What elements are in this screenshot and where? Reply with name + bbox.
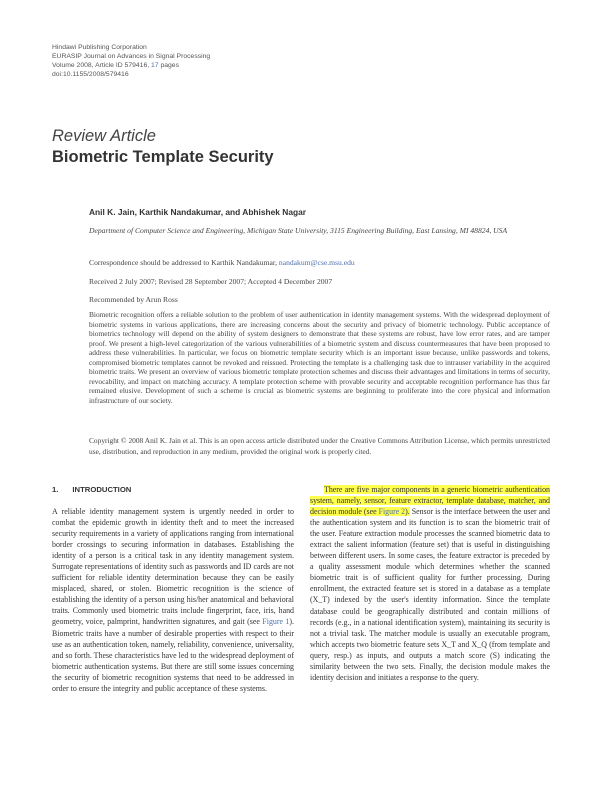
affiliation: Department of Computer Science and Engineering, Michigan State University, 3115 Engineering Building, East Lansing, MI 48824, USA: [89, 226, 508, 235]
correspondence: [89, 258, 355, 267]
intro-column-right: [310, 484, 550, 683]
pages-link[interactable]: 17: [151, 62, 159, 69]
article-title: Biometric Template Security: [52, 148, 274, 166]
publisher: Hindawi Publishing Corporation: [52, 44, 147, 51]
highlight-text: There are five major components in a generic biometric authentication system, namely, sensor, feature extractor, template database, matcher, and decision module (see: [310, 485, 550, 517]
section-number: 1.: [52, 485, 59, 494]
components-text: Sensor is the interface between the user and the authentication system and its function is to scan the biometric trait of the user. Feature extraction module processes the scanned biometric data to extract the salient information (feature set) that is useful in distinguishing between different users. In some cases, the feature extractor is preceded by a quality assessment module which determines whether the scanned biometric trait is of sufficient quality for further processing. During enrollment, the extracted feature set is stored in a database as a template (X_T) indexed by the user's identity information. Since the template database could be geographically distributed and contain millions of records (e.g., in a national identification system), maintaining its security is not a trivial task. The matcher module is usually an executable program, which accepts two biometric feature sets X_T and X_Q (from template and query, resp.) as inputs, and outputs a match score (S) indicating the similarity between the two sets. Finally, the decision module makes the identity decision and initiates a response to the query.: [310, 507, 550, 682]
article-kind: Review Article: [52, 127, 156, 145]
doi: doi:10.1155/2008/579416: [52, 71, 129, 78]
authors: Anil K. Jain, Karthik Nandakumar, and Abhishek Nagar: [89, 207, 307, 217]
volume-text: Volume 2008, Article ID 579416,: [52, 62, 151, 69]
intro-text-2: ). Biometric traits have a number of desirable properties with respect to their use as an authentication token, namely, reliability, convenience, universality, and so forth. These characteristics have led to the widespread deployment of biometric authentication systems. But there are still some issues concerning the security of biometric recognition systems that need to be addressed in order to ensure the integrity and public acceptance of these systems.: [52, 617, 294, 693]
intro-text-1: A reliable identity management system is urgently needed in order to combat the epidemic growth in identity theft and to meet the increased security requirements in a variety of applications ranging from international border crossings to securing information in databases. Establishing the identity of a person is a critical task in any identity management system. Surrogate representations of identity such as passwords and ID cards are not sufficient for reliable identity determination because they can be easily misplaced, shared, or stolen. Biometric recognition is the science of establishing the identity of a person using his/her anatomical and behavioral traits. Commonly used biometric traits include fingerprint, face, iris, hand geometry, voice, palmprint, handwritten signatures, and gait (see: [52, 507, 294, 627]
email-link[interactable]: nandakum@cse.msu.edu: [278, 258, 355, 267]
section-heading: [52, 485, 131, 494]
abstract: Biometric recognition offers a reliable solution to the problem of user authentication in identity management systems. With the widespread deployment of biometric systems in various applications, there are increasing concerns about the security and privacy of biometric technology. Public acceptance of biometrics technology will depend on the ability of system designers to demonstrate that these systems are robust, have low error rates, and are tamper proof. We present a high-level categorization of the various vulnerabilities of a biometric system and discuss countermeasures that have been proposed to address these vulnerabilities. In particular, we focus on biometric template security which is an important issue because, unlike passwords and tokens, compromised biometric templates cannot be revoked and reissued. Protecting the template is a challenging task due to intrauser variability in the acquired biometric traits. We present an overview of various biometric template protection schemes and discuss their advantages and limitations in terms of security, revocability, and impact on matching accuracy. A template protection scheme with provable security and acceptable recognition performance has thus far remained elusive. Development of such a scheme is crucial as biometric systems are beginning to proliferate into the core physical and information infrastructure of our society.: [89, 310, 550, 405]
figure1-link[interactable]: Figure 1: [262, 617, 290, 627]
figure2-link[interactable]: Figure 2: [378, 507, 406, 517]
copyright: Copyright © 2008 Anil K. Jain et al. This is an open access article distributed under the Creative Commons Attribution License, which permits unrestricted use, distribution, and reproduction in any medium, provided the original work is properly cited.: [89, 436, 550, 456]
correspondence-text: Correspondence should be addressed to Karthik Nandakumar,: [89, 258, 279, 267]
journal-name: EURASIP Journal on Advances in Signal Processing: [52, 53, 211, 60]
recommended-by: Recommended by Arun Ross: [89, 295, 178, 304]
section-title: INTRODUCTION: [72, 485, 132, 494]
received-dates: Received 2 July 2007; Revised 28 September 2007; Accepted 4 December 2007: [89, 277, 333, 286]
pages-suffix: pages: [158, 62, 179, 69]
publication-info: [52, 43, 210, 79]
volume-line: [52, 61, 210, 70]
intro-column-left: [52, 506, 294, 694]
highlight-end: ).: [405, 507, 410, 517]
